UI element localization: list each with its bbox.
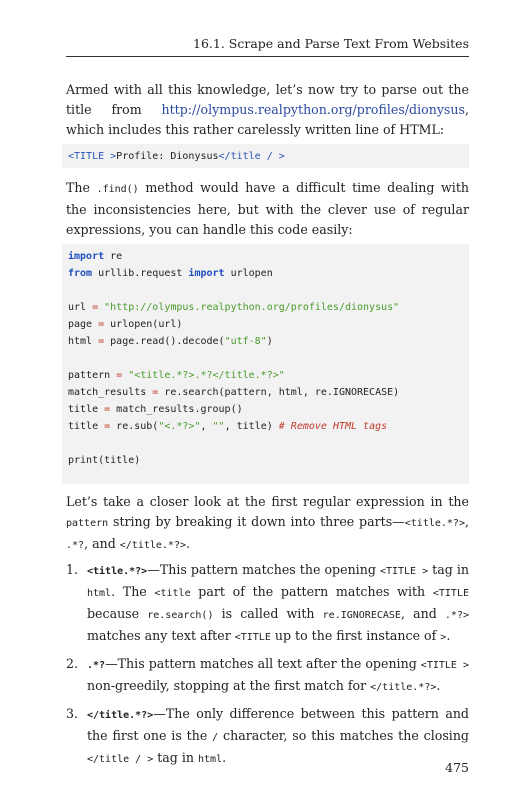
running-title: 16.1. Scrape and Parse Text From Websites: [193, 36, 469, 51]
find-text-after: method would have a difficult time dealing with the inconsistencies here, but with the clever use of regular expressions, you can handle this code easily:: [66, 180, 469, 237]
pattern-code: pattern: [66, 518, 109, 529]
find-method-code: .find(): [96, 184, 139, 195]
find-paragraph: [66, 178, 469, 240]
pattern-breakdown-list: [66, 560, 469, 776]
list-number: 2.: [66, 656, 79, 671]
list-item: 1. <title.*?>—This pattern matches the opening <TITLE > tag in html. The <title part of the pattern matches with <TITLE because re.search() is called with re.IGNORECASE, and .*?> matches any text after <TITLE up to the first instance of >.: [66, 562, 469, 643]
intro-paragraph: [66, 80, 469, 140]
running-header: [66, 36, 469, 57]
profile-link[interactable]: http://olympus.realpython.org/profiles/dionysus: [161, 102, 465, 117]
page-number: 475: [445, 760, 469, 775]
closer-look-paragraph: Let’s take a closer look at the first regular expression in the pattern string by breaking it down into three parts—<title.*?>, .*?, and </title.*?>.: [66, 494, 469, 551]
python-code-listing: import re from urllib.request import urlopen url = "http://olympus.realpython.org/profiles/dionysus" page = urlopen(url) html = page.read().decode("utf-8") pattern = "<title.*?>.*?</title.*?>" match_results = re.search(pattern, html, re.IGNORECASE) title = match_results.group() title = re.sub("<.*?>", "", title) # Remove HTML tags print(title): [62, 244, 469, 484]
title-close-tag: </title / >: [218, 151, 285, 162]
intro-text: Armed with all this knowledge, let’s now try to parse out the title from: [66, 82, 469, 117]
intro-text-after: , which includes this rather carelessly written line of HTML:: [66, 102, 469, 137]
title-open-tag: <TITLE >: [68, 151, 117, 162]
list-item: 3. </title.*?>—The only difference between this pattern and the first one is the / character, so this matches the closing </title / > tag in html.: [66, 706, 469, 765]
html-snippet-box: [62, 144, 469, 168]
list-number: 3.: [66, 706, 79, 721]
title-content: Profile: Dionysus: [116, 151, 219, 162]
list-item: 2. .*?—This pattern matches all text after the opening <TITLE > non-greedily, stopping at the first match for </title.*?>.: [66, 656, 469, 693]
list-number: 1.: [66, 562, 79, 577]
find-text: The: [66, 180, 97, 195]
